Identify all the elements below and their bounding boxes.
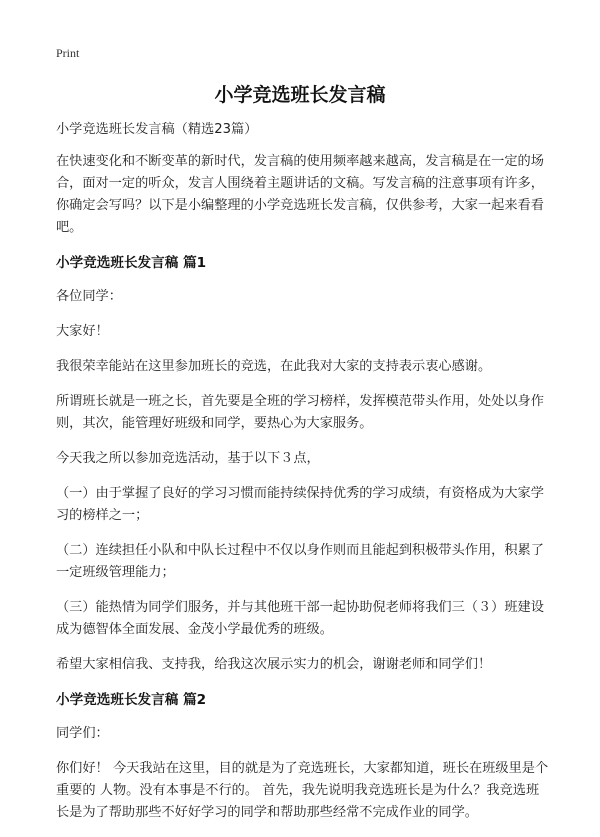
paragraph: 今天我之所以参加竞选活动，基于以下３点，	[56, 451, 320, 466]
paragraph: 你们好！ 今天我站在这里，目的就是为了竞选班长，大家都知道，班长在班级里是个重要的 人物。没有本事是不行的。 首先，我先说明我竞选班长是为什么？我竞选班长是为了帮助那些不好好学习的同学和帮助那些经常不完成作业的同学。	[56, 761, 549, 820]
section-heading-1: 小学竞选班长发言稿 篇1	[56, 255, 207, 271]
paragraph: （三）能热情为同学们服务，并与其他班干部一起协助倪老师将我们三（３）班建设成为德智体全面发展、金茂小学最优秀的班级。	[56, 600, 544, 637]
paragraph: 我很荣幸能站在这里参加班长的竞选，在此我对大家的支持表示衷心感谢。	[56, 359, 492, 374]
paragraph: 大家好！	[56, 324, 109, 339]
document-subtitle: 小学竞选班长发言稿（精选23篇）	[56, 122, 258, 137]
document-body	[56, 119, 550, 837]
paragraph: 所谓班长就是一班之长，首先要是全班的学习榜样，发挥模范带头作用，处处以身作则，其次，能管理好班级和同学，要热心为大家服务。	[56, 394, 544, 431]
document-title: 小学竞选班长发言稿	[214, 84, 386, 106]
paragraph: （一）由于掌握了良好的学习习惯而能持续保持优秀的学习成绩，有资格成为大家学习的榜样之一；	[56, 486, 544, 523]
paragraph: 希望大家相信我、支持我，给我这次展示实力的机会，谢谢老师和同学们！	[56, 657, 492, 672]
paragraph: （二）连续担任小队和中队长过程中不仅以身作则而且能起到积极带头作用，积累了一定班级管理能力；	[56, 543, 544, 580]
print-link[interactable]: Print	[56, 46, 80, 60]
intro-paragraph: 在快速变化和不断变革的新时代，发言稿的使用频率越来越高，发言稿是在一定的场合，面对一定的听众，发言人围绕着主题讲话的文稿。写发言稿的注意事项有许多，你确定会写吗？以下是小编整理的小学竞选班长发言稿，仅供参考，大家一起来看看吧。	[56, 154, 544, 235]
paragraph: 各位同学：	[56, 289, 122, 304]
paragraph: 同学们：	[56, 726, 109, 741]
section-heading-2: 小学竞选班长发言稿 篇2	[56, 692, 207, 708]
